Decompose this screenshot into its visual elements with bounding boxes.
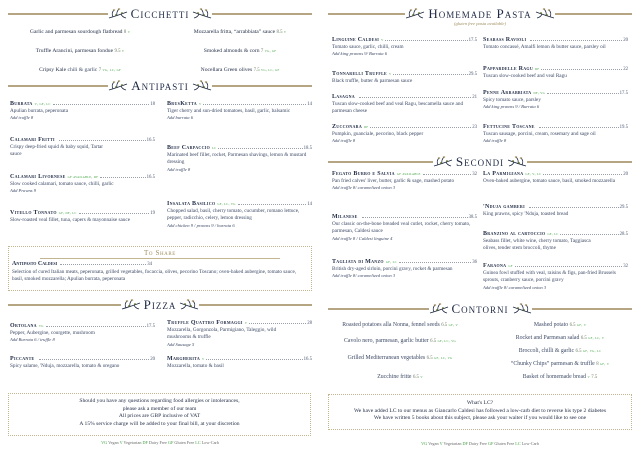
item-desc: chili & garlic: [67, 67, 98, 73]
lc-line: We have added LC to our menus as Giancarlo Caldesi has followed a low-carb diet to reverse his type 2 diabetes: [353, 407, 607, 414]
divider: [8, 85, 108, 86]
divider: [532, 308, 633, 309]
menu-item-insalata-basilico: [167, 200, 312, 229]
dot-leader: [238, 204, 307, 205]
info-line: A 15% service charge will be added to your final bill, at your discretion: [79, 421, 240, 428]
diet-tags: gf, v: [600, 361, 610, 366]
to-share-title: To Share: [40, 249, 280, 259]
dot-leader: [399, 262, 471, 263]
menu-item-nduja-gamberi: [483, 203, 628, 218]
item-name: Rocket and Parmesan salad: [515, 335, 580, 341]
divider: [199, 304, 312, 305]
menu-item-margherita: [167, 355, 312, 370]
item-name: Linguine Caldesi: [332, 37, 380, 43]
dot-leader: [206, 359, 302, 360]
olive-branch-icon: [405, 7, 425, 21]
dot-leader: [530, 40, 622, 41]
menu-item-truffle-quattro-formaggi: [167, 319, 312, 348]
section-title: Homemade Pasta: [428, 6, 532, 22]
menu-item-seabass-ravioli: [483, 36, 628, 51]
dot-leader: [362, 217, 468, 218]
item-price: 19: [150, 211, 155, 216]
legend-key: LC: [195, 440, 201, 445]
item-desc: Pan fried calves' liver, butter, garlic & sage, mashed potato: [332, 178, 455, 185]
item-price: 6.5: [412, 375, 419, 380]
item-name: Mashed potato: [533, 322, 569, 328]
item-price: 17.5: [468, 38, 477, 43]
info-line: please ask a member of our team: [122, 405, 197, 412]
menu-item-calamari-fritti: [10, 136, 155, 159]
item-name: Calamari Livornese: [10, 174, 66, 180]
item-name: Mozzarella fritta, “arrabbiata” sauce: [193, 29, 276, 35]
dot-leader: [515, 266, 623, 267]
legend-key: VG: [101, 440, 108, 445]
item-price: 17.5: [619, 91, 628, 96]
olive-branch-icon: [108, 79, 128, 93]
item-name: Fettucine Toscane: [483, 124, 535, 130]
item-desc: Spicy tomato sauce, parsley: [483, 97, 541, 104]
item-price: 20: [623, 38, 628, 43]
diet-tags: v: [202, 356, 205, 361]
side-item: [480, 335, 640, 343]
item-desc: Pepper, Aubergine, courgette, mushroom: [10, 330, 95, 337]
item-price: 7: [260, 49, 264, 54]
legend-label: Gluten Free: [174, 440, 195, 445]
item-desc: Spicy salame, 'Nduja, mozzarella, tomato & oregano: [10, 363, 120, 370]
item-name: Cavolo nero, parmesan, garlic butter: [344, 338, 429, 344]
menu-item-bruschetta: [167, 100, 312, 122]
diet-tags: gf available, df: [67, 174, 99, 179]
item-price: 29.5: [619, 205, 628, 210]
side-item: [480, 348, 640, 356]
divider: [8, 13, 108, 14]
legend-key: DF: [462, 441, 468, 446]
item-name: Truffle Quattro Formaggi: [167, 320, 243, 326]
side-item: [320, 338, 480, 346]
item-name: Ortolana: [10, 323, 37, 329]
dot-leader: [218, 148, 302, 149]
item-name: Milanese: [332, 214, 358, 220]
right-column: [320, 0, 640, 453]
item-name: Insalata Basilico: [167, 201, 216, 207]
legend-label: Vegan: [428, 441, 439, 446]
dot-leader: [393, 74, 467, 75]
item-addon: Add truffle 8: [483, 138, 507, 144]
item-price: 32: [623, 264, 628, 269]
item-name: 'Nduja gamberi: [483, 204, 525, 210]
item-addon: Add truffle 8: [332, 138, 356, 144]
item-price: 17.5: [146, 324, 155, 329]
item-name: Calamari Fritti: [10, 137, 55, 143]
diet-legend: [320, 441, 640, 447]
legend-label: Low-Carb: [201, 440, 219, 445]
legend-key: LC: [515, 441, 521, 446]
menu-item-lasagna: [332, 93, 477, 116]
item-desc: Selection of cured Italian meats, peperonata, grilled vegetables, focaccia, olives, pecorino Toscano; oven-baked aubergine, tomato sauce, basil, smoked mozzarella; Apulian burrata, peperonata: [12, 268, 297, 282]
item-addon: Add Burrata 6 / truffle 8: [10, 337, 55, 343]
item-price: 8: [596, 362, 599, 367]
menu-item-milanese: [332, 213, 477, 242]
menu-item-calamari-livornese: [10, 173, 155, 195]
item-name: Zucconara: [332, 124, 363, 130]
item-price: 38.5: [468, 215, 477, 220]
menu-item-ortolana: [10, 322, 155, 344]
item-price: 19.5: [619, 125, 628, 130]
diet-tags: v: [283, 29, 287, 34]
divider: [8, 304, 121, 305]
item-desc: Crispy deep-fried squid & baby squid, Tartar sauce: [10, 144, 104, 158]
section-title: Contorni: [451, 301, 509, 317]
item-price: 34: [147, 262, 152, 268]
lc-line: We have written 5 books about this subject, please ask your waiter if you would like to see one: [373, 415, 587, 422]
diet-legend: [0, 440, 320, 446]
item-desc: Chopped salad, basil, cherry tomato, cucumber, romano lettuce, pepper, radicchio, celery, lemon dressing: [167, 208, 300, 222]
item-desc: Guinea fowl stuffed with veal, raisins & figs, pan-fried Brussels sprouts, cranberry sauce, porcini gravy: [483, 270, 616, 284]
item-price: 6.5: [441, 323, 448, 328]
dot-leader: [46, 326, 146, 327]
divider: [212, 13, 312, 14]
dot-leader: [79, 213, 150, 214]
info-line: Should you have any questions regarding food allergies or intolerances,: [79, 398, 240, 404]
menu-item-branzino: [483, 230, 628, 253]
divider: [328, 13, 405, 14]
diet-tags: vg, lc, gf: [102, 67, 121, 72]
item-desc: Apulian burrata, peperonata: [10, 108, 69, 115]
divider: [212, 85, 312, 86]
diet-tags: v: [381, 37, 384, 42]
diet-tags: gf, lc, v: [588, 335, 605, 340]
olive-branch-icon: [512, 302, 532, 316]
diet-tags: vg: [38, 323, 44, 328]
side-item: [320, 322, 480, 330]
cicchetti-item: [160, 67, 320, 75]
item-addon: Add king prawns 9/ Burrata 6: [332, 51, 387, 57]
legend-key: DF: [142, 440, 148, 445]
item-desc: Marinated beef fillet, rocket, Parmesan shavings, lemon & mustard dressing: [167, 152, 307, 166]
dot-leader: [100, 177, 146, 178]
item-price: 6.5: [575, 349, 582, 354]
olive-branch-icon: [108, 7, 128, 21]
legend-key: V: [439, 441, 443, 446]
item-name: “Chunky Chips” parmesan & truffle: [510, 361, 595, 367]
side-item: [320, 355, 480, 363]
dot-leader: [53, 104, 150, 105]
diet-tags: gf, vg, lc: [582, 348, 602, 353]
diet-tags: gf, lc, vg: [437, 338, 456, 343]
item-name: BrusKetta: [167, 101, 197, 107]
item-name: Piccante: [10, 356, 35, 362]
item-desc: British dry-aged sirloin, porcini gravy, rocket & parmesan: [332, 266, 453, 273]
menu-item-fettucine-toscane: [483, 123, 628, 145]
info-line: All prices are GBP inclusive of VAT: [118, 413, 201, 420]
legend-key: GF: [167, 440, 174, 445]
dot-leader: [529, 207, 619, 208]
item-price: 20: [623, 172, 628, 177]
item-name: Branzino al cartoccio: [483, 231, 546, 237]
divider: [328, 308, 429, 309]
section-header-cicchetti: [8, 4, 312, 24]
item-name: Garlic and parmesan sourdough flatbread: [29, 29, 123, 35]
diet-tags: gf available: [396, 171, 421, 176]
dot-leader: [203, 104, 306, 105]
gluten-free-note: (gluten free pasta available): [453, 21, 506, 26]
item-desc: Tuscan slow-cooked beef and veal Ragu, bescamella sauce and parmesan cheese: [332, 101, 464, 115]
item-price: 21: [472, 95, 477, 100]
item-name: Tonnarelli Truffle: [332, 71, 388, 77]
cicchetti-item: [160, 48, 320, 56]
dot-leader: [39, 359, 150, 360]
divider: [555, 13, 632, 14]
diet-tags: gf, v: [448, 322, 458, 327]
olive-branch-icon: [179, 298, 199, 312]
item-addon: Add truffle 8/ caramelized onion 3: [332, 273, 396, 279]
item-price: 20: [150, 357, 155, 362]
section-header-contorni: [328, 299, 632, 319]
item-name: Tagliata di Manzo: [332, 259, 384, 265]
item-name: Broccoli, chilli & garlic: [518, 348, 575, 354]
item-name: Grilled Mediterranean vegetables: [347, 355, 426, 361]
menu-item-tonnarelli-truffle: [332, 70, 477, 85]
item-name: Burrata: [10, 101, 33, 107]
item-addon: Add burrata 6: [167, 115, 194, 121]
diet-tags: gf, lc, vg: [217, 201, 236, 206]
legend-label: Vegetarian: [123, 440, 142, 445]
lc-info-box: [328, 394, 632, 430]
item-name: Vitello Tonnato: [10, 210, 57, 216]
diet-tags: gf, lc: [547, 231, 559, 236]
item-price: 28: [307, 321, 312, 326]
item-name: Faraona: [483, 263, 507, 269]
item-price: 6.5: [580, 336, 587, 341]
diet-tags: v: [389, 71, 392, 76]
item-name: Lasagna: [332, 94, 355, 100]
item-desc: Tuscan slow-cooked beef and veal Ragu: [483, 73, 567, 80]
item-name: Fegato Burro e Salvia: [332, 171, 395, 177]
legend-label: Gluten Free: [494, 441, 515, 446]
side-item: [480, 322, 640, 330]
item-desc: Tuscan sausage, porcini, cream, rosemary and sage oil: [483, 131, 596, 138]
item-desc: Slow-roasted veal fillet, tuna, capers & mayonnaise sauce: [10, 217, 130, 224]
item-price: 18: [150, 102, 155, 107]
diet-tags: gf: [508, 263, 513, 268]
item-price: 7: [98, 68, 102, 73]
item-price: 6.5: [426, 356, 433, 361]
item-price: 28.5: [619, 232, 628, 237]
item-addon: Add Prawns 9: [10, 188, 37, 194]
item-addon: Add Sausage 5: [167, 341, 195, 347]
diet-tags: gf, df, lc: [58, 210, 77, 215]
item-desc: Slow cooked calamari, tomato sauce, chilli, garlic: [10, 181, 114, 188]
item-name: Antipasto Caldesi: [12, 261, 58, 268]
item-price: 16.5: [303, 357, 312, 362]
item-addon: Add truffle 8: [167, 166, 191, 172]
side-item: [480, 374, 640, 382]
dot-leader: [543, 174, 622, 175]
item-price: 6.5: [569, 323, 576, 328]
diet-tags: df: [535, 66, 540, 71]
section-header-secondi: [328, 152, 632, 172]
item-name: Beef Carpaccio: [167, 145, 211, 151]
legend-label: Vegan: [108, 440, 119, 445]
item-price: 8.5: [276, 30, 283, 35]
menu-item-la-parmigiana: [483, 170, 628, 185]
dot-leader: [60, 264, 146, 265]
to-share-box: [8, 246, 312, 291]
dot-leader: [59, 140, 146, 141]
item-desc: Black truffle, butter & parmesan sauce: [332, 78, 413, 85]
item-name: Margherita: [167, 356, 201, 362]
menu-item-tagliata-di-manzo: [332, 258, 477, 280]
menu-item-burrata: [10, 100, 155, 122]
item-price: 29.5: [468, 72, 477, 77]
item-name: Zucchine fritte: [377, 374, 412, 380]
item-desc: Seabass fillet, white wine, cherry tomato, Taggiasca olives, tender stem broccoli, thyme: [483, 238, 591, 252]
item-name: Roasted potatoes alla Nonna, fennel seeds: [342, 322, 440, 328]
diet-tags: vg, lc, gf: [261, 67, 280, 72]
item-price: 22: [623, 67, 628, 72]
cicchetti-item: [0, 67, 160, 75]
menu-item-penne-arrabbiata: [483, 89, 628, 111]
section-title: Antipasti: [131, 78, 189, 94]
item-name: Basket of homemade bread: [522, 374, 586, 380]
item-name: Cripsy Kale: [39, 67, 67, 73]
item-addon: Add truffle 8: [10, 115, 34, 121]
legend-label: Vegetarian: [443, 441, 462, 446]
diet-tags: df, vg: [533, 90, 546, 95]
item-addon: Add truffle 8/ caramelized onion 3: [483, 284, 547, 290]
item-name: Seabass Ravioli: [483, 37, 527, 43]
diet-tags: gf, lc: [385, 259, 397, 264]
item-price: 8: [123, 30, 127, 35]
item-name: Truffle Arancini, parmesan fondue: [35, 48, 114, 54]
item-name: Nocellara Green olives: [200, 67, 253, 73]
dot-leader: [249, 323, 306, 324]
item-desc: Tiger cherry and sun-dried tomatoes, basil, garlic, balsamic: [167, 108, 291, 115]
item-desc: Mozzarella, Gorgonzola, Parmigiano, Taleggio, wild mushrooms & truffle: [167, 327, 277, 341]
item-addon: Add king prawns 9 / Burrata 6: [483, 104, 540, 110]
cicchetti-item: [160, 29, 320, 37]
diet-tags: v: [198, 101, 202, 106]
diet-tags: v: [587, 374, 590, 379]
menu-item-vitello-tonnato: [10, 209, 155, 224]
dot-leader: [541, 69, 622, 70]
item-addon: Add truffle 8 / Caldesi linguine 4: [332, 235, 393, 241]
diet-tags: v, gf, lc: [34, 101, 51, 106]
divider: [527, 161, 632, 162]
item-price: 14: [307, 202, 312, 207]
section-header-antipasti: [8, 76, 312, 96]
item-price: 6.5: [430, 339, 437, 344]
section-header-pizza: [8, 295, 312, 315]
menu-item-fegato: [332, 170, 477, 192]
diet-tags: lc: [212, 145, 217, 150]
item-desc: Tomato sauce, garlic, chilli, cream: [332, 44, 404, 51]
diet-tags: df: [364, 124, 369, 129]
item-name: La Parmigiana: [483, 171, 524, 177]
lc-title: What's LC?: [466, 400, 494, 406]
item-desc: King prawns, spicy 'Nduja, toasted bread: [483, 211, 569, 218]
item-price: 7.5: [591, 375, 598, 380]
item-price: 9.5: [114, 49, 121, 54]
legend-key: V: [119, 440, 123, 445]
item-price: 14: [307, 102, 312, 107]
dot-leader: [539, 127, 619, 128]
section-title: Pizza: [143, 297, 177, 313]
side-item: [320, 374, 480, 382]
dot-leader: [560, 234, 618, 235]
diet-tags: v: [127, 29, 131, 34]
diet-tags: vg, gf: [264, 48, 277, 53]
item-name: Smoked almonds & corn: [203, 48, 260, 54]
diet-tags: v: [121, 48, 125, 53]
item-name: Penne Arrabbiata: [483, 90, 532, 96]
section-title: Secondi: [455, 154, 505, 170]
item-price: 36: [472, 260, 477, 265]
olive-branch-icon: [535, 7, 555, 21]
menu-item-linguine-caldesi: [332, 36, 477, 58]
item-desc: Mozzarella, tomato & basil: [167, 363, 224, 370]
diet-tags: gf, lc, vg: [434, 355, 453, 360]
menu-item-pappardelle-ragu: [483, 65, 628, 80]
side-item: [480, 361, 640, 369]
menu-item-piccante: [10, 355, 155, 370]
item-desc: Our classic on-the-bone breaded veal cutlet, rocket, cherry tomato, parmesan, Caldesi sauce: [332, 221, 471, 235]
cicchetti-item: [0, 29, 160, 37]
item-price: 16.5: [146, 175, 155, 180]
legend-label: Dairy Free: [148, 440, 167, 445]
item-desc: Tomato concassé, Amalfi lemon & butter sauce, parsley oil: [483, 44, 606, 51]
item-price: 16.5: [146, 138, 155, 143]
olive-branch-icon: [433, 155, 453, 169]
menu-item-beef-carpaccio: [167, 144, 312, 173]
item-price: 18.5: [303, 146, 312, 151]
dot-leader: [370, 127, 471, 128]
diet-tags: gf, v, lc: [525, 171, 542, 176]
item-price: 7.5: [253, 68, 260, 73]
cicchetti-item: [0, 48, 160, 56]
item-name: Pappardelle Ragu: [483, 66, 534, 72]
diet-tags: v: [420, 374, 423, 379]
item-addon: Add chicken 9 / prawns 9 / burrata 6: [167, 222, 235, 228]
allergy-info-box: [8, 393, 311, 436]
legend-label: Low-Carb: [521, 441, 539, 446]
item-price: 32: [472, 172, 477, 177]
olive-branch-icon: [192, 79, 212, 93]
diet-tags: gf, v: [577, 322, 587, 327]
legend-label: Dairy Free: [468, 441, 487, 446]
dot-leader: [423, 174, 472, 175]
diet-tags: v: [244, 320, 248, 325]
olive-branch-icon: [192, 7, 212, 21]
olive-branch-icon: [121, 298, 141, 312]
menu-item-faraona: [483, 262, 628, 291]
dot-leader: [385, 40, 467, 41]
item-desc: Pumpkin, guanciale, pecorino, black pepper: [332, 131, 424, 138]
section-title: Cicchetti: [130, 6, 190, 22]
legend-key: VG: [421, 441, 428, 446]
olive-branch-icon: [507, 155, 527, 169]
item-price: 23: [472, 125, 477, 130]
item-desc: Oven-baked aubergine, tomato sauce, basil, smoked mozzarella: [483, 178, 615, 185]
item-addon: Add truffle 8/ caramelized onion 3: [332, 185, 396, 191]
menu-item-zucconara: [332, 123, 477, 145]
legend-key: GF: [487, 441, 494, 446]
divider: [328, 161, 433, 162]
olive-branch-icon: [429, 302, 449, 316]
dot-leader: [547, 93, 619, 94]
dot-leader: [359, 97, 471, 98]
